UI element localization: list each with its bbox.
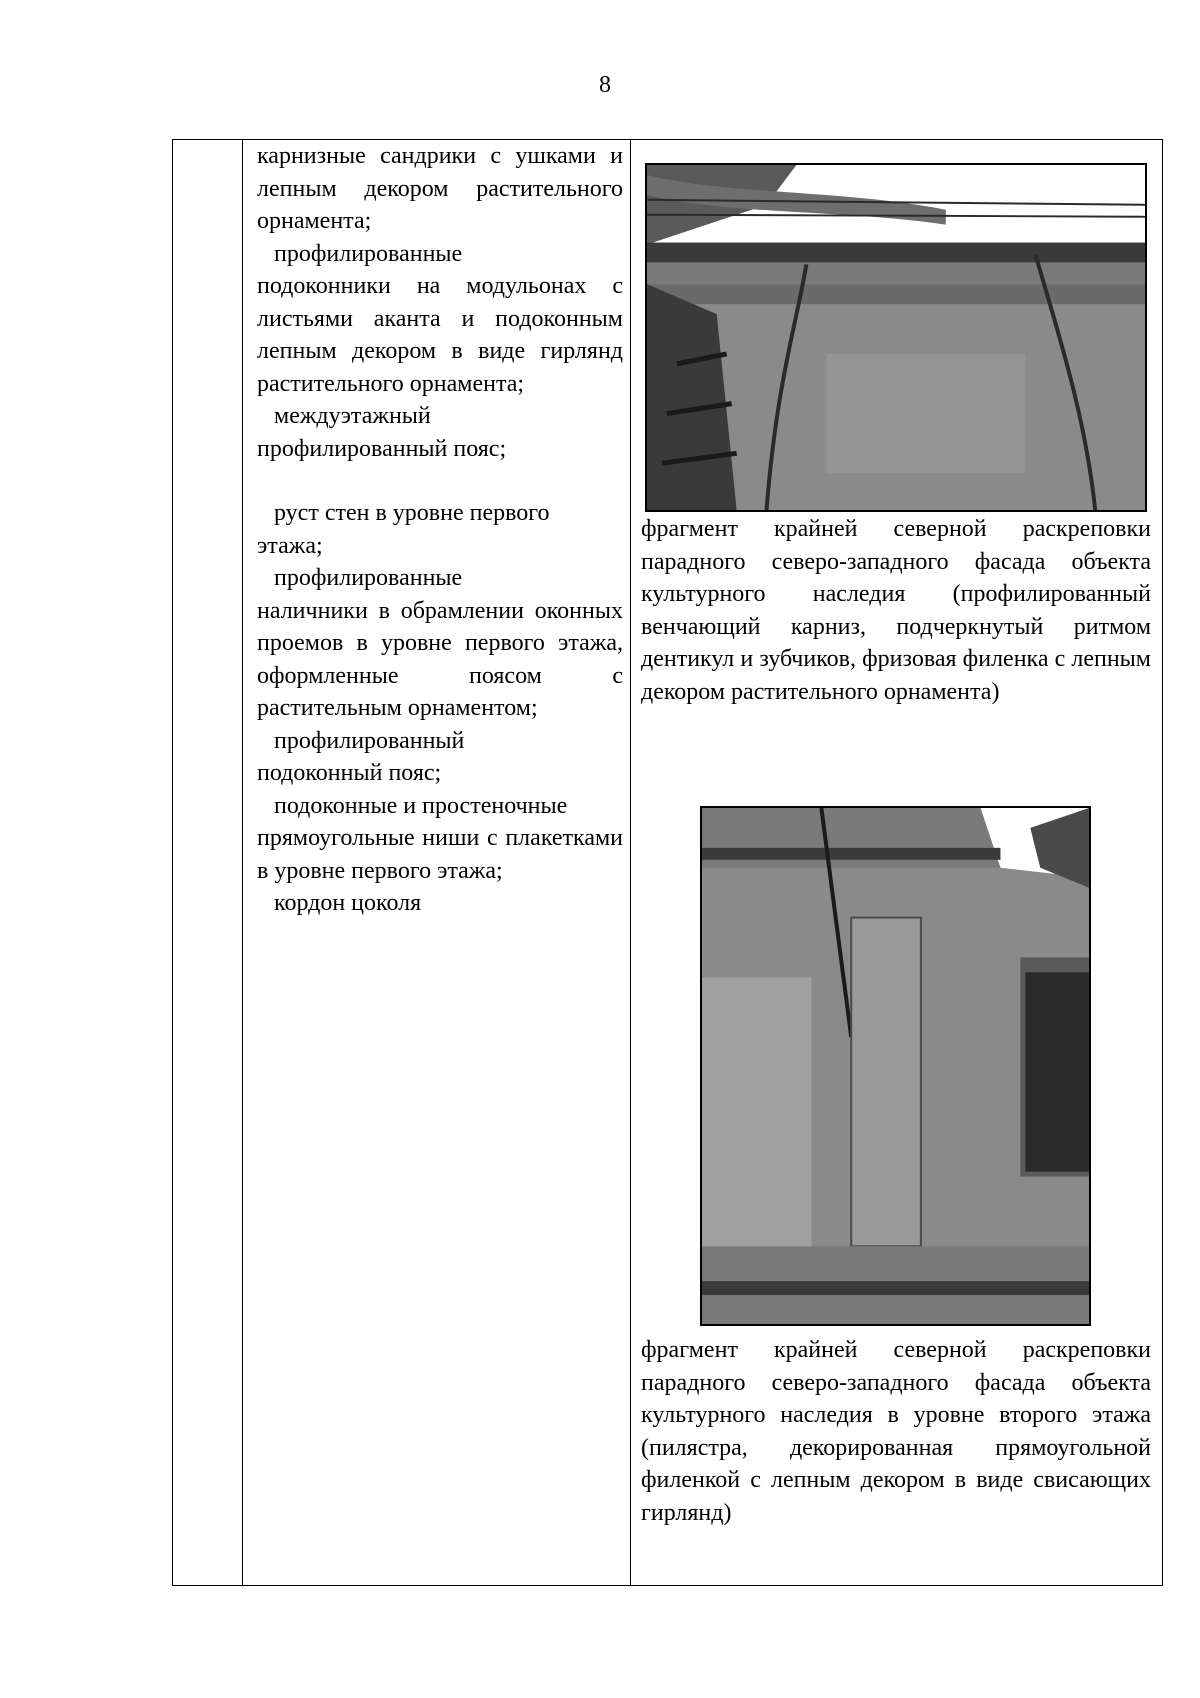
column-divider <box>242 140 243 1585</box>
description-column <box>641 1334 1151 1529</box>
facade-pilaster-photo <box>700 806 1091 1326</box>
list-item: междуэтажный профилированный пояс; <box>257 403 507 462</box>
list-item: профилированные подоконники на модульонах с листьями аканта и подоконным лепным декором в виде гирлянд растительного орнамента; <box>257 240 623 397</box>
cornice-photo-image <box>647 165 1145 510</box>
list-item: профилированные наличники в обрамлении оконных проемов в уровне первого этажа, оформленные поясом с растительным орнаментом; <box>257 565 623 721</box>
description-column <box>641 513 1151 708</box>
column-divider <box>630 140 631 1585</box>
list-item: руст стен в уровне первого этажа; <box>257 500 550 559</box>
list-item: подоконные и простеночные прямоугольные ниши с плакетками в уровне первого этажа; <box>257 792 623 884</box>
photo-caption: фрагмент крайней северной раскреповки парадного северо-западного фасада объекта культурного наследия в уровне второго этажа (пилястра, декорированная прямоугольной филенкой с лепным декором в виде свисающих гирлянд) <box>641 1337 1151 1526</box>
facade-cornice-photo <box>645 163 1147 512</box>
photo-caption: фрагмент крайней северной раскреповки парадного северо-западного фасада объекта культурного наследия (профилированный венчающий карниз, подчеркнутый ритмом дентикул и зубчиков, фризовая филенка с лепным декором растительного орнамента) <box>641 516 1151 705</box>
page-number: 8 <box>599 72 611 98</box>
pilaster-photo-image <box>702 808 1089 1324</box>
heritage-table <box>172 139 1163 1586</box>
list-item: карнизные сандрики с ушками и лепным декором растительного орнамента; <box>257 143 623 234</box>
elements-column <box>257 140 623 920</box>
spacer <box>257 465 623 497</box>
list-item: профилированный подоконный пояс; <box>257 727 465 786</box>
list-item: кордон цоколя <box>274 890 422 916</box>
